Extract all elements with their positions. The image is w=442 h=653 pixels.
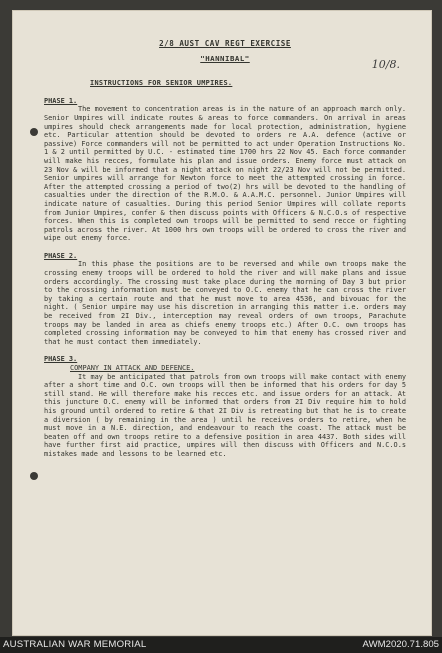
phase2-heading: PHASE 2.: [44, 251, 78, 260]
document-subtitle: "HANNIBAL": [200, 53, 250, 63]
phase1-text: The movement to concentration areas is in the nature of an approach march only. Senior Umpires will indicate routes & areas to force commanders. On arrival in areas umpires should check arrangements made for local protection, administration, hygiene etc. Particular attention should be devoted to orders re A.A. defence (active or passive) Force commanders will not be permitted to act under Operation Instructions No. 1 & 2 until permitted by U.C. - estimated time 1700 hrs 22 Nov 45. Each force commander will make his recces, formulate his plan and issue orders. Enemy force must attack on 23 Nov & will be informed that a night attack on night 22/23 Nov will not be permitted. Senior umpires will arrange for Newton force to meet the attempted crossing in force. After the attempted crossing a period of two(2) hrs will be devoted to the handling of casualties under the direction of the R.M.O. & A.A.M.C. personnel. Junior Umpires will indicate nature of casualties. During this period Senior Umpires will collate reports from Junior Umpires, confer & then discuss points with Officers & N.C.O.s of respective forces. When this is completed own troops will be permitted to send recce or fighting patrols across the river. At 1000 hrs own troops will be ordered to cross the river and wipe out enemy force.: [44, 105, 406, 243]
handwritten-note: 10/8.: [371, 58, 400, 71]
document-title: 2/8 AUST CAV REGT EXERCISE: [159, 39, 291, 48]
footer-institution: AUSTRALIAN WAR MEMORIAL: [3, 639, 147, 650]
footer-bar: [0, 637, 442, 653]
punch-hole: [30, 472, 38, 480]
phase3-text: It may be anticipated that patrols from own troops will make contact with enemy after a short time and O.C. own troops will then be informed that his orders for day 5 still stand. He will therefore make his recces etc. and issue orders for an attack. At this juncture O.C. enemy will be informed that orders from 2I Div require him to hold his ground until ordered to retire & that 2I Div is retreating but that he is to create a diversion ( by remaining in the area ) until he receives orders to retire, when he must move in a N.E. direction, and endeavour to reach the coast. The attack must be beaten off and own troops retire to a defensive position in area 4437. Both sides will have further first aid practice, umpires will then discuss with Officers and N.C.O.s mistakes made and lessons to be learned etc.: [44, 372, 406, 458]
phase3-subheading: COMPANY IN ATTACK AND DEFENCE.: [70, 364, 195, 372]
punch-hole: [30, 128, 38, 136]
document-body: [44, 40, 406, 459]
instructions-heading: INSTRUCTIONS FOR SENIOR UMPIRES.: [90, 79, 233, 88]
document-page: [12, 10, 432, 636]
phase3-heading: PHASE 3.: [44, 355, 78, 364]
footer-accession-number: AWM2020.71.805: [362, 639, 439, 650]
phase1-heading: PHASE 1.: [44, 96, 78, 105]
phase2-text: In this phase the positions are to be reversed and while own troops make the crossing enemy troops will be ordered to hold the river and will make plans and issue orders accordingly. The crossing must take place during the morning of Day 3 but prior to the crossing information must be conveyed to O.C. enemy that he can cross the river by taking a certain route and that he must move to area 4536, and bivouac for the night. ( Senior umpire may use his discretion in arranging this matter i.e. orders may be received from 2I Div., interception may reveal orders of own troops, Parachute troops may be landed in area as chiefs enemy troops etc.) After O.C. own troops has completed crossing information may be conveyed to him that enemy has crossed river and that he must contact them immediately.: [44, 260, 406, 346]
